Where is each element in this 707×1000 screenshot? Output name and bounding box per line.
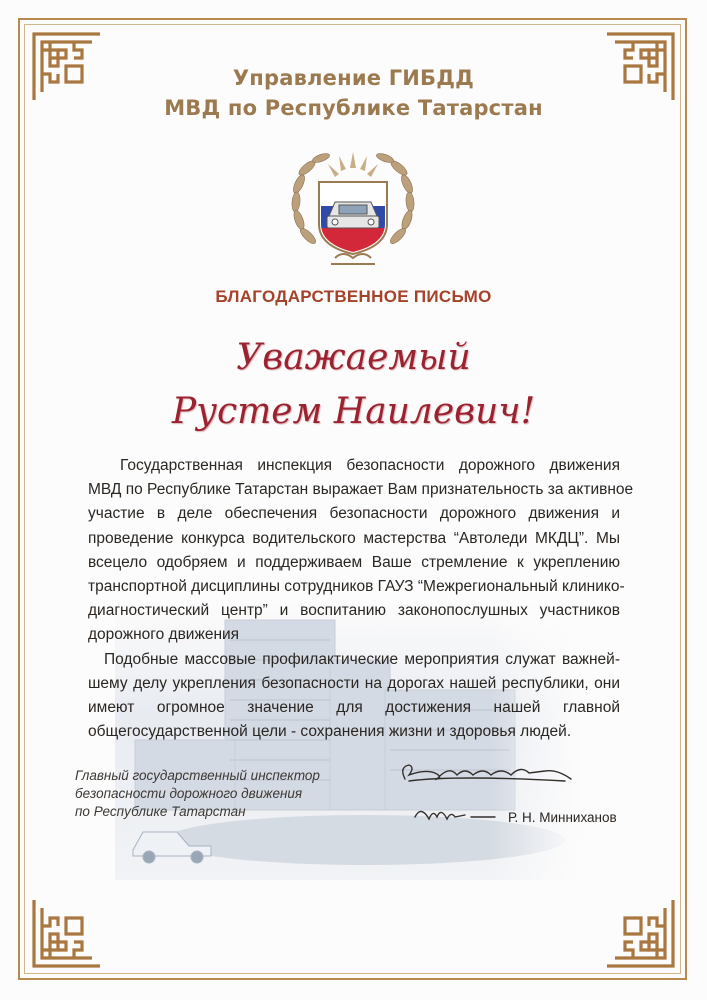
issuer-name-line1: Управление ГИБДД xyxy=(232,66,475,90)
signatory-position xyxy=(75,767,320,821)
ornament-corner-icon xyxy=(603,896,677,970)
body-line: дорожного движения xyxy=(88,626,240,644)
salutation-line1: Уважаемый xyxy=(236,337,471,378)
body-line: шему делу укрепления безопасности на дорогах нашей республики, они xyxy=(88,674,620,692)
issuer-name-line2: МВД по Республике Татарстан xyxy=(164,96,543,120)
handwritten-signature xyxy=(395,757,575,837)
letter-body xyxy=(88,454,634,744)
body-line: Подобные массовые профилактические мероприятия служат важней- xyxy=(104,650,620,668)
ornament-corner-icon xyxy=(30,896,104,970)
body-line: транспортной дисциплины сотрудников ГАУЗ “Межрегиональный клинико- xyxy=(88,577,625,595)
body-line: проведение конкурса водительского мастерства “Автоледи МКДЦ”. Мы xyxy=(88,529,620,547)
body-line: Государственная инспекция безопасности дорожного движения xyxy=(120,457,620,474)
body-line: общегосударственной цели - сохранения жизни и здоровья людей. xyxy=(88,723,572,741)
body-line: диагностический центр” и воспитанию законопослушных участников xyxy=(88,602,620,620)
signatory-position-line: по Республике Татарстан xyxy=(75,804,246,819)
body-line: всецело одобряем и поддерживаем Ваше стремление к укреплению xyxy=(88,553,620,571)
body-line: имеют огромное значение для достижения нашей главной xyxy=(88,698,620,716)
body-line: участие в деле обеспечения безопасности дорожного движения и xyxy=(88,505,620,523)
body-line: МВД по Республике Татарстан выражает Вам признательность за активное xyxy=(88,481,634,499)
salutation-line2: Рустем Наилевич! xyxy=(171,391,536,432)
traffic-police-emblem-icon xyxy=(283,138,423,270)
signatory-position-line: безопасности дорожного движения xyxy=(75,786,303,801)
letter-title: БЛАГОДАРСТВЕННОЕ ПИСЬМО xyxy=(215,287,492,306)
signatory-name: Р. Н. Минниханов xyxy=(508,810,617,825)
signatory-position-line: Главный государственный инспектор xyxy=(75,768,320,783)
